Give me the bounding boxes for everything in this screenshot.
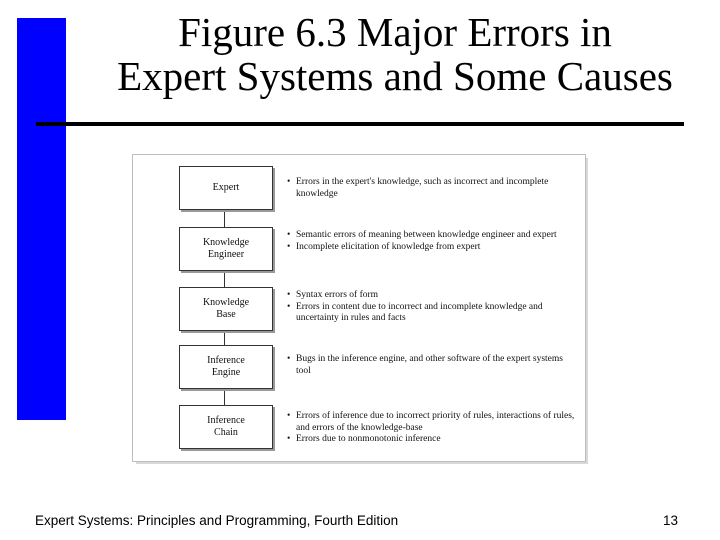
stage-label-line-1: Inference [207,415,245,426]
cause-item: • Bugs in the inference engine, and other software of the expert systems tool [287,354,577,377]
cause-item: • Errors in content due to incorrect and incomplete knowledge and uncertainty in rules and facts [287,302,577,325]
stage-label-line-1: Knowledge [202,237,250,248]
slide-title [70,10,720,98]
slide-title-line-1: Figure 6.3 Major Errors in [178,9,612,55]
stage-causes-inference-chain [287,411,577,446]
stage-label-line-2: Base [216,309,236,320]
cause-item: • Errors of inference due to incorrect priority of rules, interactions of rules, and errors of the knowledge-base [287,411,577,434]
stage-label-line-2: Chain [214,427,238,438]
footer-book-title: Expert Systems: Principles and Programming, Fourth Edition [35,513,399,528]
connector-2 [224,269,225,287]
stage-label-line-1: Inference [207,355,245,366]
stage-box-inference-engine [179,345,273,389]
stage-box-expert [179,166,273,210]
stage-causes-expert [287,177,577,200]
cause-item: • Errors due to nonmonotonic inference [287,434,577,446]
stage-causes-inference-engine [287,354,577,377]
error-flow-figure [132,154,586,462]
cause-item: • Incomplete elicitation of knowledge from expert [287,242,577,254]
stage-causes-knowledge-base [287,290,577,325]
cause-item: • Syntax errors of form [287,290,577,302]
connector-3 [224,329,225,345]
page-number: 13 [662,513,678,528]
slide-title-line-2: Expert Systems and Some Causes [117,53,673,99]
connector-4 [224,387,225,405]
cause-item: • Semantic errors of meaning between knowledge engineer and expert [287,230,577,242]
connector-1 [224,209,225,227]
left-accent-bar [17,18,66,420]
cause-item: • Errors in the expert's knowledge, such as incorrect and incomplete knowledge [287,177,577,200]
stage-label-line-1: Knowledge [202,297,250,308]
stage-box-knowledge-base [179,287,273,331]
stage-box-knowledge-engineer [179,227,273,271]
stage-label-line-1: Expert [212,182,240,193]
stage-box-inference-chain [179,405,273,449]
stage-label-line-2: Engine [211,367,241,378]
title-underline [36,122,684,126]
stage-causes-knowledge-engineer [287,230,577,253]
stage-label-line-2: Engineer [207,249,245,260]
